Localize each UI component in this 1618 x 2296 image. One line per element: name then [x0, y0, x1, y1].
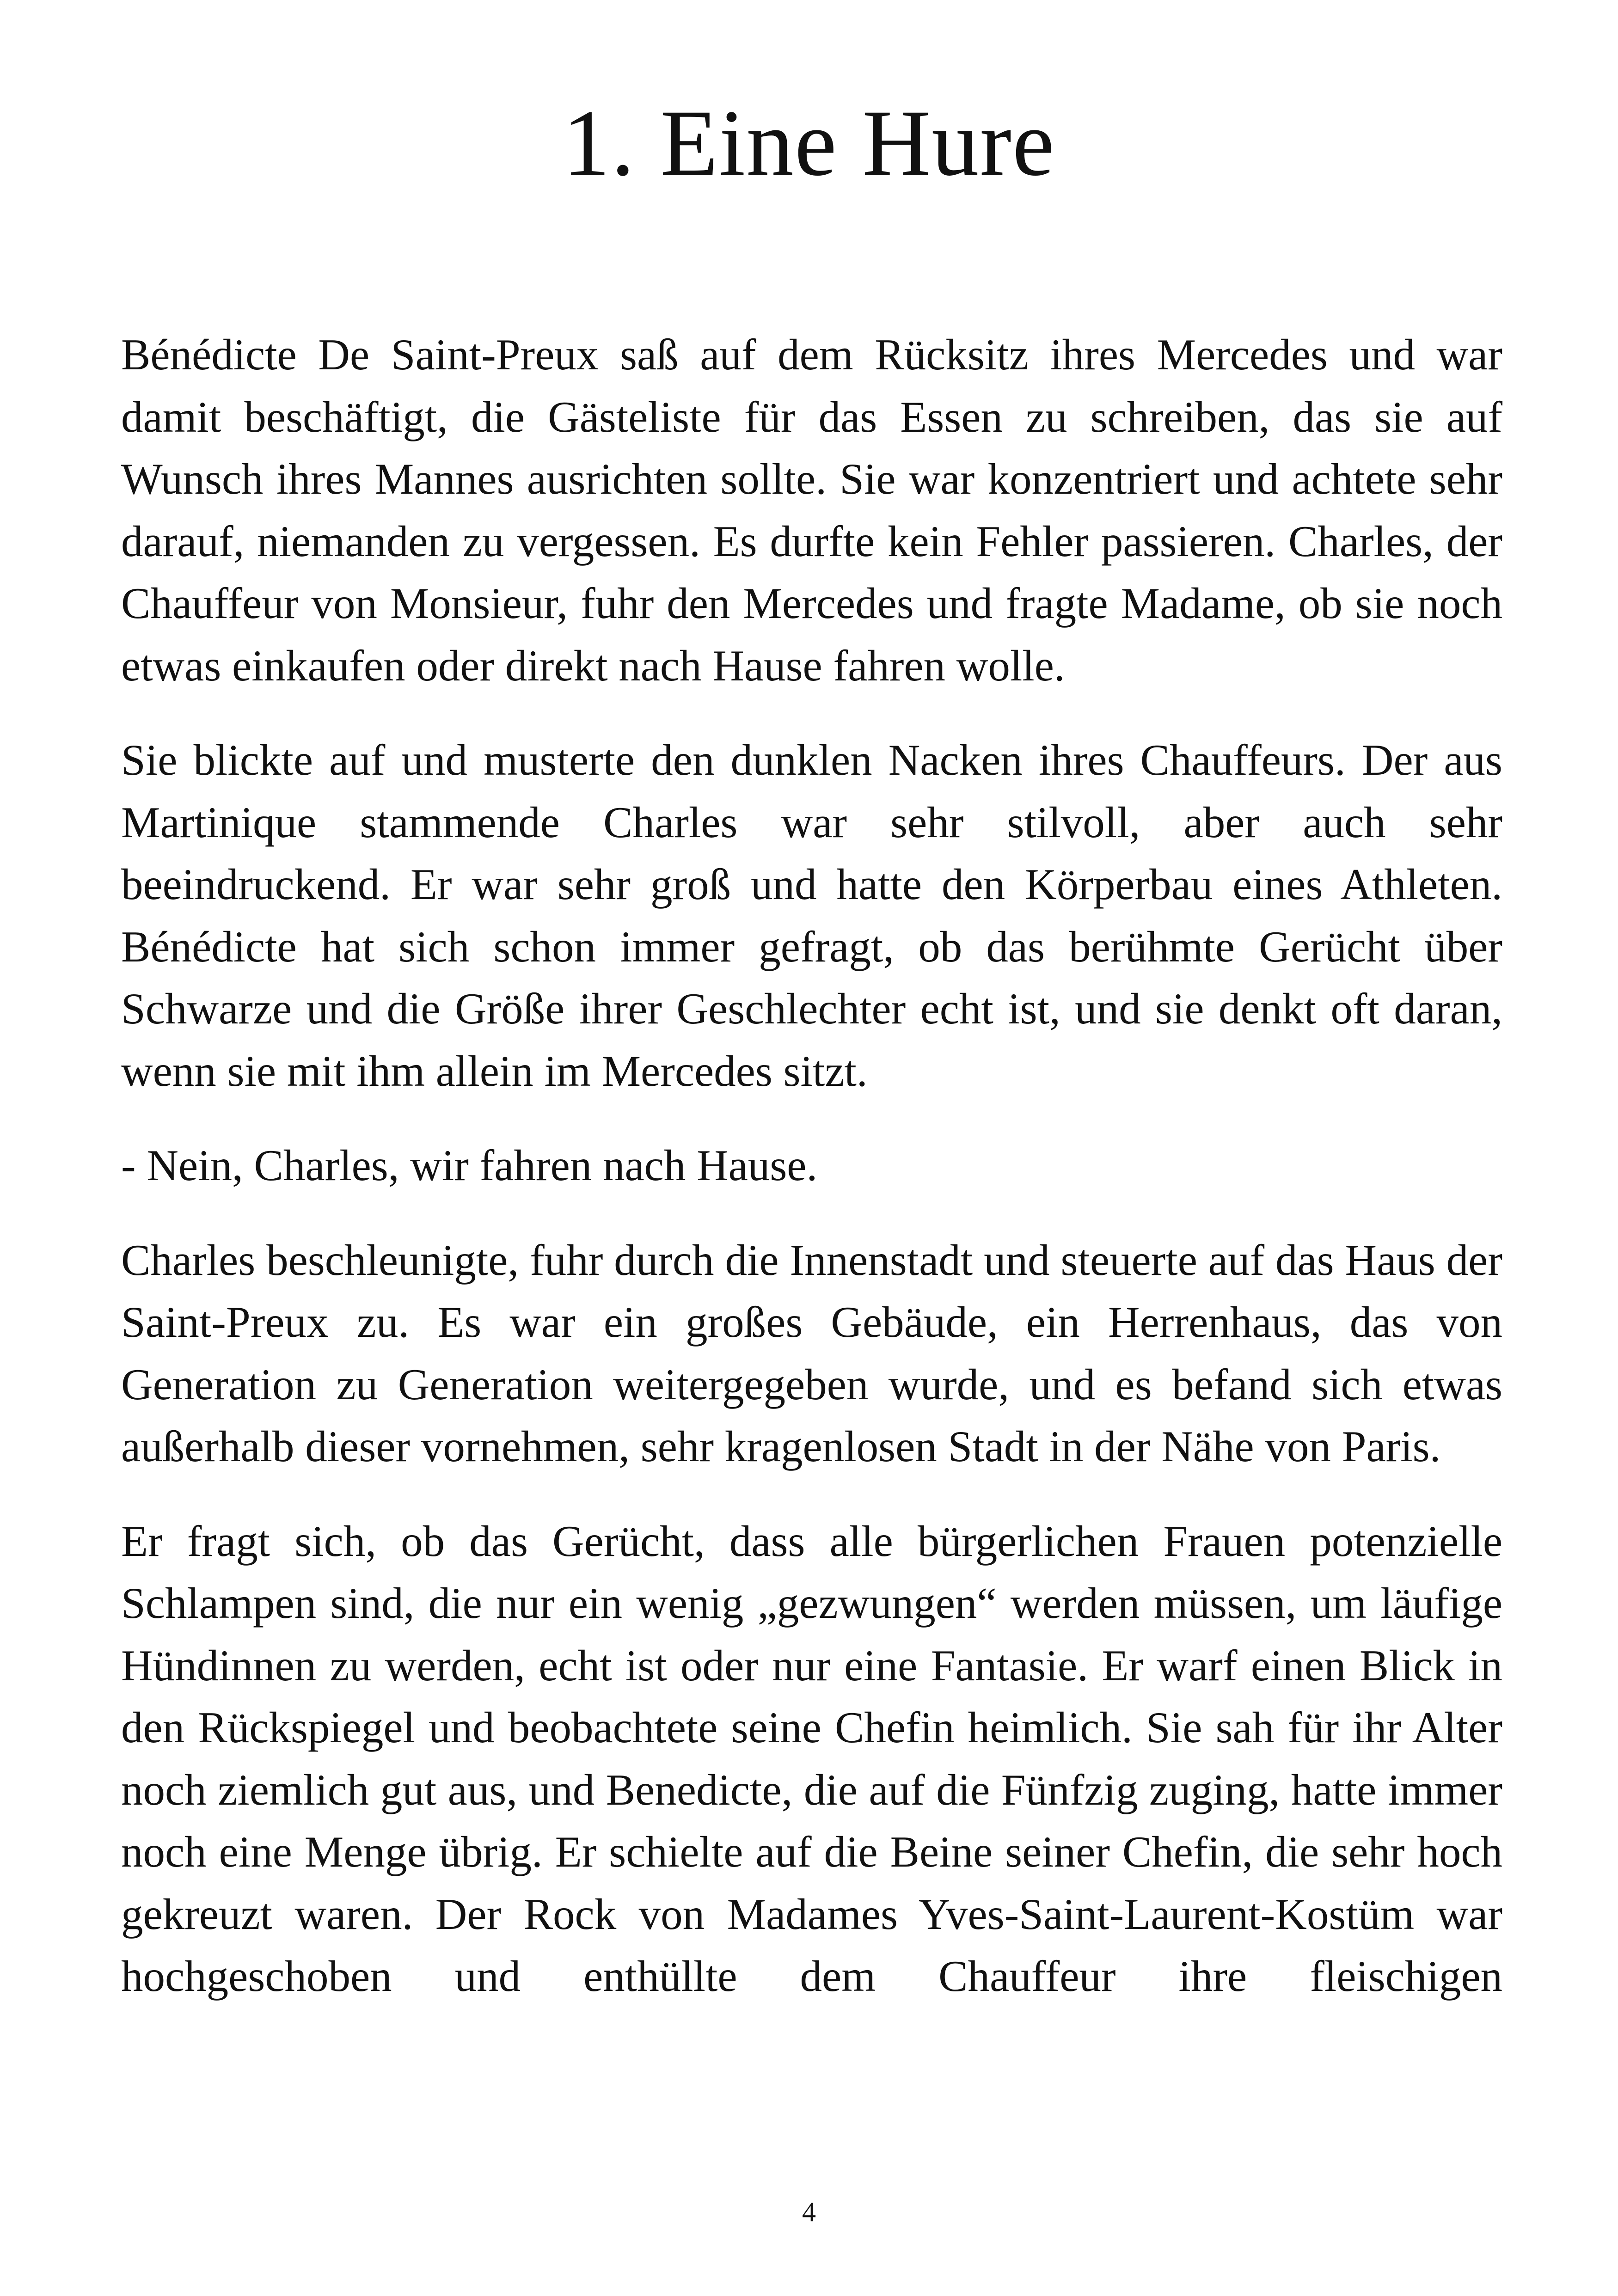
chapter-title: 1. Eine Hure	[563, 91, 1055, 196]
paragraph: - Nein, Charles, wir fahren nach Hause.	[121, 1141, 818, 1190]
paragraph: Charles beschleunigte, fuhr durch die Innenstadt und steuerte auf das Haus der Saint-Preux zu. Es war ein großes Gebäude, ein Herrenhaus, das von Generation zu Generation weitergegeben wurde, und es befand sich etwas außerhalb dieser vornehmen, sehr kragenlosen Stadt in der Nähe von Paris.	[121, 1235, 1502, 1471]
body-text	[121, 324, 1502, 2040]
page-number: 4	[802, 2197, 816, 2227]
paragraph: Sie blickte auf und musterte den dunklen Nacken ihres Chauffeurs. Der aus Martinique stammende Charles war sehr stilvoll, aber auch sehr beeindruckend. Er war sehr groß und hatte den Körperbau eines Athleten. Bénédicte hat sich schon immer gefragt, ob das berühmte Gerücht über Schwarze und die Größe ihrer Geschlechter echt ist, und sie denkt oft daran, wenn sie mit ihm allein im Mercedes sitzt.	[121, 735, 1502, 1096]
paragraph: Bénédicte De Saint-Preux saß auf dem Rücksitz ihres Mercedes und war damit beschäftigt, die Gästeliste für das Essen zu schreiben, das sie auf Wunsch ihres Mannes ausrichten sollte. Sie war konzentriert und achtete sehr darauf, niemanden zu vergessen. Es durfte kein Fehler passieren. Charles, der Chauffeur von Monsieur, fuhr den Mercedes und fragte Madame, ob sie noch etwas einkaufen oder direkt nach Hause fahren wolle.	[121, 330, 1502, 690]
paragraph: Er fragt sich, ob das Gerücht, dass alle bürgerlichen Frauen potenzielle Schlampen sind, die nur ein wenig „gezwungen“ werden müssen, um läufige Hündinnen zu werden, echt ist oder nur eine Fantasie. Er warf einen Blick in den Rückspiegel und beobachtete seine Chefin heimlich. Sie sah für ihr Alter noch ziemlich gut aus, und Benedicte, die auf die Fünfzig zuging, hatte immer noch eine Menge übrig. Er schielte auf die Beine seiner Chefin, die sehr hoch gekreuzt waren. Der Rock von Madames Yves-Saint-Laurent-Kostüm war hochgeschoben und enthüllte dem Chauffeur ihre fleischigen	[121, 1516, 1502, 2001]
